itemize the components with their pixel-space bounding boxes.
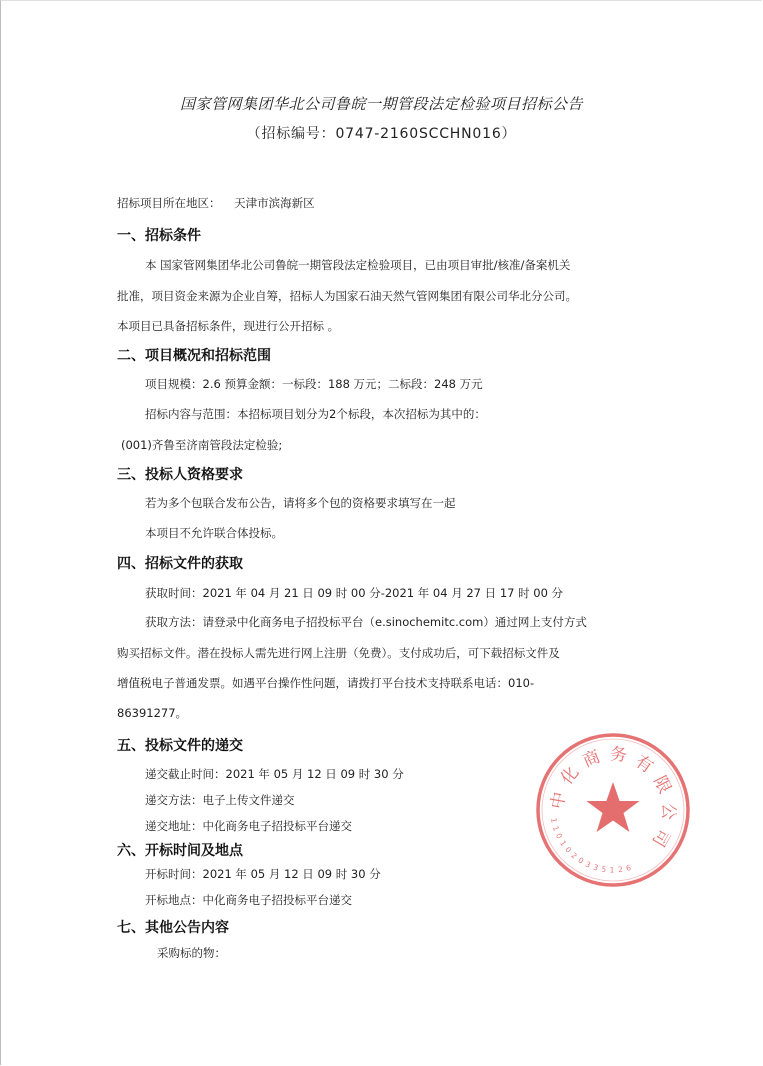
section-5-text: 递交地址：中化商务电子招投标平台递交 (145, 819, 352, 833)
location-label: 招标项目所在地区： (117, 196, 221, 210)
section-4-text: 购买招标文件。潜在投标人需先进行网上注册（免费）。支付成功后，可下载招标文件及 (117, 646, 560, 660)
seal-code-digit: 1 (550, 824, 561, 833)
seal-code-digit: 2 (617, 864, 624, 875)
seal-code-digit: 6 (625, 863, 632, 873)
seal-character: 商 (579, 746, 604, 772)
seal-character: 有 (631, 751, 657, 778)
section-4-text: 86391277。 (117, 706, 188, 720)
seal-character: 限 (649, 772, 675, 798)
company-seal-stamp (533, 730, 693, 890)
section-1-text: 本 国家管网集团华北公司鲁皖一期管段法定检验项目，已由项目审批/核准/备案机关 (145, 258, 571, 272)
seal-code-digit: 3 (592, 862, 600, 873)
section-4-text: 获取方法：请登录中化商务电子招投标平台（e.sinochemitc.com）通过网上支付方式 (145, 615, 587, 629)
section-6-text: 开标地点：中化商务电子招投标平台递交 (145, 893, 352, 907)
section-heading-1: 一、招标条件 (117, 228, 201, 244)
location-value: 天津市滨海新区 (234, 196, 315, 210)
seal-code-digit: 1 (609, 865, 615, 875)
seal-code-digit: 1 (558, 838, 569, 848)
section-heading-5: 五、投标文件的递交 (117, 738, 243, 754)
section-3-text: 本项目不允许联合体投标。 (145, 526, 283, 540)
section-5-text: 递交截止时间：2021 年 05 月 12 日 09 时 30 分 (145, 767, 404, 781)
seal-code-digit: 2 (569, 850, 579, 861)
seal-code-digit: 5 (600, 864, 607, 875)
section-4-text: 获取时间：2021 年 04 月 21 日 09 时 00 分-2021 年 04 月 27 日 17 时 00 分 (145, 586, 564, 600)
page-title: 国家管网集团华北公司鲁皖一期管段法定检验项目招标公告 (179, 95, 583, 113)
section-2-text: 项目规模：2.6 预算金额：一标段：188 万元；二标段：248 万元 (145, 377, 483, 391)
section-3-text: 若为多个包联合发布公告，请将多个包的资格要求填写在一起 (145, 496, 456, 510)
section-heading-7: 七、其他公告内容 (117, 920, 229, 936)
section-6-text: 开标时间：2021 年 05 月 12 日 09 时 30 分 (145, 867, 381, 881)
section-4-text: 增值税电子普通发票。如遇平台操作性问题，请拨打平台技术支持联系电话：010- (117, 676, 535, 690)
section-1-text: 批准，项目资金来源为企业自筹，招标人为国家石油天然气管网集团有限公司华北分公司。 (117, 289, 577, 303)
seal-character: 化 (556, 762, 584, 789)
section-2-text: (001)齐鲁至济南管段法定检验; (121, 438, 283, 452)
seal-code-digit: 1 (549, 817, 559, 824)
seal-character: 中 (547, 790, 571, 811)
tender-number: （招标编号：0747-2160SCCHN016） (246, 126, 517, 142)
seal-character: 务 (609, 744, 628, 767)
section-2-text: 招标内容与范围：本招标项目划分为2个标段，本次招标为其中的： (145, 407, 486, 421)
section-heading-6: 六、开标时间及地点 (117, 843, 243, 859)
section-1-text: 本项目已具备招标条件，现进行公开招标 。 (117, 319, 340, 333)
seal-character: 司 (647, 825, 674, 850)
location-line (117, 195, 315, 211)
section-5-text: 递交方法：电子上传文件递交 (145, 793, 295, 807)
seal-code-digit: 0 (553, 831, 565, 841)
seal-character: 公 (657, 802, 679, 821)
section-heading-2: 二、项目概况和招标范围 (117, 348, 271, 364)
section-heading-4: 四、招标文件的获取 (117, 556, 243, 572)
section-7-text: 采购标的物： (157, 946, 226, 960)
seal-code-digit: 0 (576, 855, 586, 866)
seal-code-digit: 3 (583, 859, 593, 870)
section-heading-3: 三、投标人资格要求 (117, 467, 243, 483)
seal-code-digit: 0 (563, 845, 574, 855)
